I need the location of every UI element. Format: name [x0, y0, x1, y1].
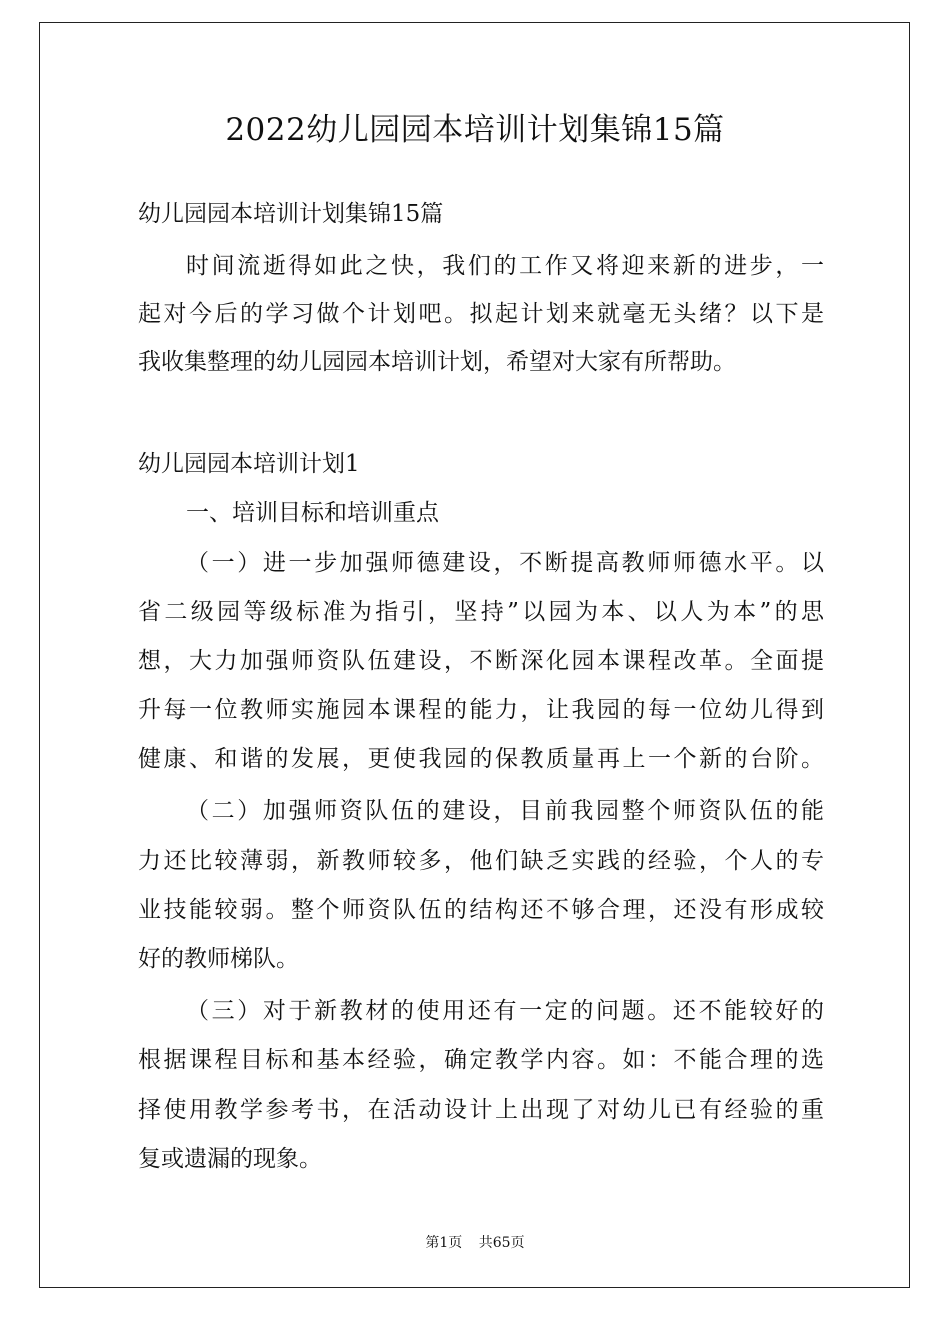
para1-line-4: 升每一位教师实施园本课程的能力，让我园的每一位幼儿得到	[138, 697, 824, 723]
intro-line-1: 时间流逝得如此之快，我们的工作又将迎来新的进步，一	[186, 253, 824, 279]
para1-line-1: （一）进一步加强师德建设，不断提高教师师德水平。以	[186, 550, 824, 576]
para2-line-2: 力还比较薄弱，新教师较多，他们缺乏实践的经验，个人的专	[138, 848, 824, 874]
page-total: 共65页	[478, 1235, 525, 1251]
para2-line-1: （二）加强师资队伍的建设，目前我园整个师资队伍的能	[186, 798, 824, 824]
para3-line-2: 根据课程目标和基本经验，确定教学内容。如：不能合理的选	[138, 1047, 824, 1073]
intro-line-3: 我收集整理的幼儿园园本培训计划，希望对大家有所帮助。	[138, 349, 736, 375]
para3-line-1: （三）对于新教材的使用还有一定的问题。还不能较好的	[186, 998, 824, 1024]
page-number: 第1页	[425, 1235, 463, 1251]
para3-line-4: 复或遗漏的现象。	[138, 1146, 322, 1172]
para1-line-2: 省二级园等级标准为指引，坚持”以园为本、以人为本”的思	[138, 599, 824, 625]
intro-line-2: 起对今后的学习做个计划吧。拟起计划来就毫无头绪？以下是	[138, 301, 824, 327]
subheading: 一、培训目标和培训重点	[186, 500, 439, 526]
para1-line-3: 想，大力加强师资队伍建设，不断深化园本课程改革。全面提	[138, 648, 824, 674]
para2-line-4: 好的教师梯队。	[138, 946, 299, 972]
section-heading: 幼儿园园本培训计划1	[138, 451, 360, 477]
para2-line-3: 业技能较弱。整个师资队伍的结构还不够合理，还没有形成较	[138, 897, 824, 923]
para1-line-5: 健康、和谐的发展，更使我园的保教质量再上一个新的台阶。	[138, 746, 824, 772]
document-title: 2022幼儿园园本培训计划集锦15篇	[225, 112, 725, 148]
page-footer	[0, 1234, 950, 1252]
para3-line-3: 择使用教学参考书，在活动设计上出现了对幼儿已有经验的重	[138, 1097, 824, 1123]
document-subtitle: 幼儿园园本培训计划集锦15篇	[138, 201, 444, 227]
